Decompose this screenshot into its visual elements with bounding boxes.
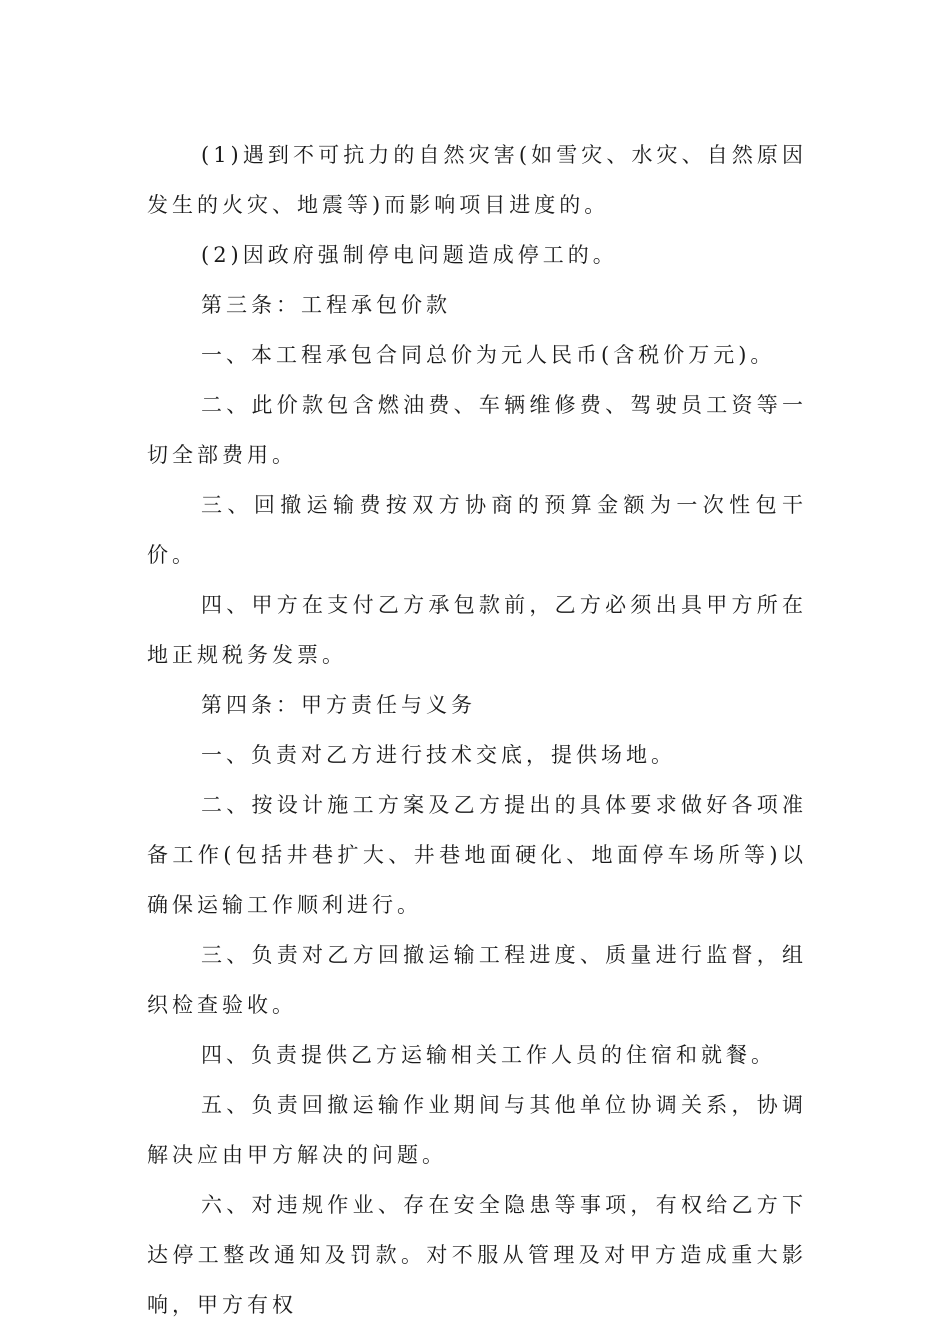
article-3-item-2: 二、此价款包含燃油费、车辆维修费、驾驶员工资等一切全部费用。 [147, 393, 807, 467]
paragraph-force-majeure-power-outage: (2)因政府强制停电问题造成停工的。 [201, 243, 618, 267]
paragraph-force-majeure-disaster: (1)遇到不可抗力的自然灾害(如雪灾、水灾、自然原因发生的火灾、地震等)而影响项目进度的。 [147, 143, 807, 217]
article-4-item-6: 六、对违规作业、存在安全隐患等事项，有权给乙方下达停工整改通知及罚款。对不服从管理及对甲方造成重大影响，甲方有权 [147, 1193, 807, 1317]
article-3-item-1: 一、本工程承包合同总价为元人民币(含税价万元)。 [201, 343, 776, 367]
article-4-item-2: 二、按设计施工方案及乙方提出的具体要求做好各项准备工作(包括井巷扩大、井巷地面硬化、地面停车场所等)以确保运输工作顺利进行。 [147, 793, 807, 917]
article-4-item-4: 四、负责提供乙方运输相关工作人员的住宿和就餐。 [201, 1043, 776, 1067]
article-3-item-4: 四、甲方在支付乙方承包款前，乙方必须出具甲方所在地正规税务发票。 [147, 593, 807, 667]
article-3-item-3: 三、回撤运输费按双方协商的预算金额为一次性包干价。 [147, 493, 807, 567]
document-body [147, 130, 807, 1330]
article-4-heading: 第四条：甲方责任与义务 [201, 693, 476, 717]
article-4-item-3: 三、负责对乙方回撤运输工程进度、质量进行监督，组织检查验收。 [147, 943, 807, 1017]
article-4-item-5: 五、负责回撤运输作业期间与其他单位协调关系，协调解决应由甲方解决的问题。 [147, 1093, 807, 1167]
article-4-item-1: 一、负责对乙方进行技术交底，提供场地。 [201, 743, 676, 767]
article-3-heading: 第三条：工程承包价款 [201, 293, 451, 317]
